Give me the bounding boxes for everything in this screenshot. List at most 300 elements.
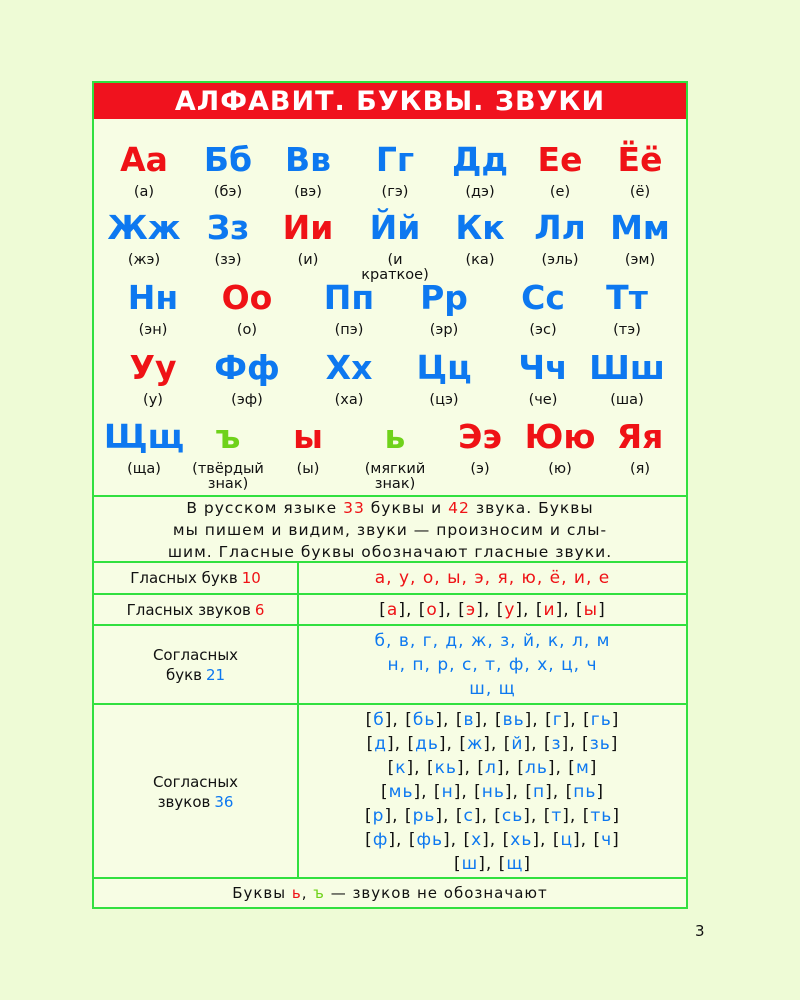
bracket: [ [582, 806, 591, 826]
value-line [387, 653, 597, 677]
letter-name: (ка) [465, 252, 495, 268]
bracket: [ [404, 806, 413, 826]
bracket: [ [365, 806, 373, 826]
separator: , [386, 630, 399, 651]
vowel-sounds-label [94, 595, 297, 624]
separator: , [461, 568, 475, 588]
letter-glyph: Мм [610, 208, 670, 247]
value-item: п [533, 782, 546, 802]
value-item: ы [447, 568, 462, 588]
bracket: [ [503, 734, 512, 754]
letter-glyph: Лл [534, 208, 586, 247]
letter-glyph: Вв [284, 140, 332, 179]
value-line [375, 566, 611, 590]
value-item: у [398, 568, 411, 588]
value-item: р [437, 654, 450, 675]
separator: , [399, 654, 413, 675]
value-item: ф [372, 830, 389, 850]
separator: ], [437, 599, 459, 620]
value-item: мь [388, 782, 414, 802]
letter-name: (ю) [548, 461, 572, 477]
separator: , [458, 630, 471, 651]
separator: ], [443, 830, 464, 850]
value-line [367, 732, 619, 756]
letter-glyph: Кк [455, 208, 505, 247]
letter-name: (у) [143, 392, 163, 408]
separator: , [496, 654, 509, 675]
bracket: [ [582, 734, 590, 754]
page-title: АЛФАВИТ. БУКВЫ. ЗВУКИ [174, 85, 606, 117]
letter-glyph: Бб [203, 140, 253, 179]
value-item: пь [573, 782, 597, 802]
value-item: з [500, 630, 511, 651]
bracket: [ [477, 758, 485, 778]
letter-cell [618, 139, 663, 200]
separator: , [524, 654, 538, 675]
letter-name: (дэ) [465, 184, 495, 200]
value-item: сь [501, 806, 524, 826]
value-item: и [573, 568, 586, 588]
info-text [94, 497, 686, 561]
value-item: н [441, 782, 454, 802]
separator: , [434, 568, 448, 588]
bracket: [ [576, 599, 584, 620]
separator: ], [532, 830, 553, 850]
consonant-sounds-values [299, 705, 686, 879]
label-text: звуков [157, 793, 211, 811]
value-item: а [374, 568, 387, 588]
letter-name: (ё) [629, 184, 651, 200]
consonant-sounds-count: 36 [214, 793, 234, 811]
letter-name: (ша) [610, 392, 644, 408]
letter-name: (эль) [541, 252, 579, 268]
letter-cell [589, 347, 665, 408]
separator: ], [573, 830, 594, 850]
bracket: [ [408, 830, 417, 850]
separator: , [510, 630, 523, 651]
value-item: ч [586, 654, 598, 675]
letter-name: (э) [470, 461, 490, 477]
letter-cell [293, 416, 323, 477]
separator: ], [547, 758, 569, 778]
separator: , [487, 630, 501, 651]
value-item: в [398, 630, 410, 651]
alphabet-grid [94, 119, 686, 495]
letter-name: (эф) [231, 392, 263, 408]
value-item: фь [416, 830, 444, 850]
value-item: б [374, 630, 386, 651]
value-item: р [372, 806, 385, 826]
title-bar [94, 83, 686, 119]
label-text: Гласных букв [130, 569, 238, 587]
label-text: букв [165, 665, 202, 684]
bracket: [ [455, 710, 464, 730]
letter-glyph: ь [384, 417, 406, 456]
label-text: Согласных [152, 773, 239, 791]
value-item: п [412, 654, 425, 675]
separator: , [432, 630, 446, 651]
value-line [366, 708, 620, 732]
separator: , [386, 568, 399, 588]
bracket: [ [454, 854, 462, 874]
separator: , [561, 568, 574, 588]
letter-cell [120, 139, 168, 200]
value-item: нь [481, 782, 505, 802]
bracket: [ [517, 758, 525, 778]
consonant-letters-count: 21 [205, 665, 226, 684]
value-item: т [485, 654, 497, 675]
separator: , [585, 568, 599, 588]
info-line-1 [94, 497, 686, 519]
value-item: с [461, 654, 473, 675]
value-line [365, 828, 620, 852]
letter-cell [534, 207, 586, 268]
letter-cell [416, 347, 471, 408]
bracket: [ [496, 599, 505, 620]
value-item: кь [434, 758, 457, 778]
value-item: ю [521, 568, 537, 588]
consonant-letters-values [299, 626, 686, 703]
letter-glyph: Дд [451, 140, 509, 179]
separator: ] [589, 758, 598, 778]
value-item: б [373, 710, 385, 730]
separator: ], [387, 734, 408, 754]
value-item: зь [589, 734, 611, 754]
value-item: хь [510, 830, 533, 850]
separator: , [485, 678, 499, 699]
separator: ], [456, 758, 478, 778]
info-text-part: В русском языке [186, 499, 338, 517]
value-line [388, 756, 598, 780]
value-item: м [575, 758, 590, 778]
vowel-letters-values [299, 563, 686, 593]
letter-name: (о) [236, 322, 258, 338]
value-item: ё [549, 568, 562, 588]
letter-name: (жэ) [127, 252, 161, 268]
bracket: [ [433, 782, 442, 802]
bracket: [ [543, 806, 552, 826]
vowel-sounds-count: 6 [254, 600, 265, 619]
separator: ] [523, 854, 531, 874]
value-item: д [445, 630, 459, 651]
separator: ], [482, 830, 503, 850]
letter-glyph: Щщ [103, 417, 185, 456]
value-item: х [471, 830, 483, 850]
letter-cell [610, 207, 670, 268]
bracket: [ [380, 782, 389, 802]
letter-name: (бэ) [213, 184, 243, 200]
bracket: [ [502, 830, 511, 850]
bracket: [ [455, 806, 464, 826]
bracket: [ [458, 599, 466, 620]
letter-cell [458, 416, 502, 477]
letter-cell [324, 277, 374, 338]
info-text-part: буквы и [370, 499, 443, 517]
letter-cell [617, 416, 664, 477]
label-text: Согласных [152, 645, 239, 664]
letter-name: (эн) [138, 322, 168, 338]
letter-cell [130, 347, 177, 408]
value-line [381, 780, 604, 804]
consonant-letters-label [94, 626, 297, 703]
separator: , [409, 630, 423, 651]
letter-name: (цэ) [429, 392, 459, 408]
letter-glyph: Цц [416, 348, 472, 387]
letter-glyph: Рр [420, 278, 468, 317]
value-item: й [511, 734, 524, 754]
separator: ], [406, 758, 427, 778]
letter-cell [285, 139, 331, 200]
value-item: л [571, 630, 584, 651]
separator: ], [474, 710, 495, 730]
value-item: н [387, 654, 400, 675]
separator: ], [388, 830, 409, 850]
value-item: ц [560, 830, 574, 850]
bracket: [ [583, 710, 591, 730]
value-item: ы [583, 599, 599, 620]
info-line-2: мы пишем и видим, звуки — произносим и слы- [172, 521, 608, 539]
letter-glyph: Шш [589, 348, 665, 387]
letter-name: (гэ) [381, 184, 409, 200]
letter-cell [107, 207, 180, 268]
value-item: гь [590, 710, 612, 730]
separator: ], [453, 782, 475, 802]
vowel-letters-count: 10 [241, 569, 261, 587]
letter-cell [521, 277, 565, 338]
value-item: г [552, 710, 563, 730]
value-item: е [598, 568, 611, 588]
letter-glyph: ы [293, 417, 323, 456]
footer-text: — звуков не обозначают [330, 884, 548, 902]
value-item: з [551, 734, 562, 754]
separator: ], [384, 710, 406, 730]
bracket: [ [494, 710, 503, 730]
separator: ] [598, 599, 606, 620]
letter-name: (эр) [429, 322, 459, 338]
letter-glyph: Уу [129, 348, 177, 387]
separator: ], [398, 599, 419, 620]
separator: , [583, 630, 597, 651]
separator: ], [476, 599, 497, 620]
bracket: [ [365, 830, 373, 850]
separator: , [508, 568, 522, 588]
letter-glyph: Йй [369, 208, 421, 247]
bracket: [ [387, 758, 396, 778]
letter-cell [525, 416, 596, 477]
separator: , [424, 654, 438, 675]
letter-cell [283, 207, 334, 268]
value-item: рь [412, 806, 436, 826]
value-item: э [474, 568, 485, 588]
separator: ], [384, 806, 405, 826]
separator: ], [561, 734, 583, 754]
letter-cell [606, 277, 648, 338]
value-item: щ [498, 678, 516, 699]
letter-cell [518, 347, 567, 408]
separator: ], [496, 758, 518, 778]
bracket: [ [405, 710, 413, 730]
value-item: бь [412, 710, 436, 730]
letter-glyph: Оо [221, 278, 273, 317]
soft-sign: ь [291, 884, 302, 902]
letter-cell [104, 416, 184, 477]
letter-name: (эс) [529, 322, 557, 338]
bracket: [ [474, 782, 482, 802]
separator: ], [523, 734, 544, 754]
value-item: а [386, 599, 399, 620]
separator: ], [435, 806, 456, 826]
separator: ], [483, 734, 504, 754]
value-item: ч [601, 830, 613, 850]
letter-name: (пэ) [334, 322, 364, 338]
value-item: в [463, 710, 475, 730]
letter-name: (а) [133, 184, 155, 200]
letter-name: (эм) [624, 252, 656, 268]
value-item: х [537, 654, 549, 675]
separator: , [559, 630, 572, 651]
separator: ] [612, 806, 620, 826]
letter-name: (е) [549, 184, 571, 200]
letter-cell [222, 277, 273, 338]
footer-comma: , [301, 884, 308, 902]
letter-cell [326, 347, 373, 408]
alphabet-card [92, 81, 688, 909]
letter-name: (зэ) [214, 252, 242, 268]
letter-cell [214, 347, 279, 408]
letter-glyph: Жж [107, 208, 181, 247]
bracket: [ [593, 830, 602, 850]
bracket: [ [568, 758, 576, 778]
bracket: [ [418, 599, 427, 620]
value-item: ль [524, 758, 548, 778]
bracket: [ [525, 782, 534, 802]
bracket: [ [379, 599, 387, 620]
letter-name: (ы) [296, 461, 320, 477]
separator: ], [524, 710, 546, 730]
letter-glyph: Хх [325, 348, 373, 387]
letter-glyph: Гг [375, 140, 415, 179]
separator: , [536, 568, 550, 588]
letter-count: 33 [343, 499, 365, 517]
bracket: [ [426, 758, 435, 778]
bracket: [ [552, 830, 561, 850]
label-text: Гласных звуков [126, 600, 251, 619]
separator: , [410, 568, 423, 588]
letter-glyph: Ёё [617, 140, 663, 179]
separator: ], [562, 806, 583, 826]
info-line-3: шим. Гласные буквы обозначают гласные звуки. [167, 543, 613, 561]
bracket: [ [494, 806, 502, 826]
value-item: щ [506, 854, 524, 874]
value-item: ть [590, 806, 613, 826]
value-item: о [422, 568, 435, 588]
value-item: и [543, 599, 556, 620]
separator: , [573, 654, 587, 675]
letter-name: (че) [528, 392, 558, 408]
separator: ], [562, 710, 584, 730]
separator: ], [473, 806, 495, 826]
bracket: [ [498, 854, 507, 874]
separator: ], [413, 782, 434, 802]
value-item: л [484, 758, 497, 778]
letter-glyph: Ии [282, 208, 334, 247]
separator: ], [435, 710, 456, 730]
bracket: [ [365, 710, 374, 730]
value-item: д [374, 734, 387, 754]
letter-glyph: Нн [127, 278, 179, 317]
value-item: я [497, 568, 509, 588]
vowel-sounds-values [299, 595, 686, 624]
hard-sign: ъ [313, 884, 325, 902]
letter-name: (я) [629, 461, 651, 477]
letter-name: (твёрдый знак) [192, 461, 264, 492]
value-item: э [465, 599, 477, 620]
separator: , [449, 654, 462, 675]
bracket: [ [535, 599, 544, 620]
letter-glyph: Ее [537, 140, 583, 179]
separator: ], [438, 734, 460, 754]
letter-cell [538, 139, 583, 200]
vowel-letters-label [94, 563, 297, 593]
value-item: й [522, 630, 536, 651]
bracket: [ [545, 710, 553, 730]
bracket: [ [459, 734, 467, 754]
letter-cell [128, 277, 178, 338]
letter-name: (тэ) [613, 322, 641, 338]
sound-count: 42 [448, 499, 470, 517]
letter-glyph: ъ [215, 417, 241, 456]
separator: , [535, 630, 548, 651]
letter-cell [361, 207, 429, 283]
separator: ], [504, 782, 526, 802]
page-number: 3 [695, 922, 705, 940]
letter-glyph: Ээ [458, 417, 502, 456]
value-item: к [395, 758, 407, 778]
value-line [379, 598, 605, 622]
separator: ] [596, 782, 605, 802]
value-item: ж [470, 630, 488, 651]
letter-glyph: Чч [518, 348, 568, 387]
value-item: о [426, 599, 438, 620]
consonant-sounds-label [94, 705, 297, 879]
letter-name: (мягкий знак) [364, 461, 426, 492]
value-line [454, 852, 531, 876]
letter-cell [452, 139, 508, 200]
letter-glyph: Фф [214, 348, 280, 387]
letter-cell [455, 207, 504, 268]
letter-glyph: Пп [323, 278, 375, 317]
letter-cell [207, 207, 250, 268]
bracket: [ [463, 830, 472, 850]
value-item: г [422, 630, 433, 651]
value-item: т [551, 806, 563, 826]
value-item: м [596, 630, 611, 651]
letter-cell [365, 416, 426, 492]
letter-glyph: Зз [206, 208, 250, 247]
letter-name: (и краткое) [361, 252, 429, 283]
letter-glyph: Сс [521, 278, 565, 317]
separator: ] [612, 830, 620, 850]
bracket: [ [366, 734, 375, 754]
separator: , [484, 568, 498, 588]
value-item: у [504, 599, 516, 620]
value-item: ш [461, 854, 479, 874]
footer-note [94, 879, 686, 907]
letter-name: (ща) [127, 461, 161, 477]
separator: ], [523, 806, 544, 826]
separator: ], [515, 599, 536, 620]
info-text-part: звука. Буквы [475, 499, 594, 517]
